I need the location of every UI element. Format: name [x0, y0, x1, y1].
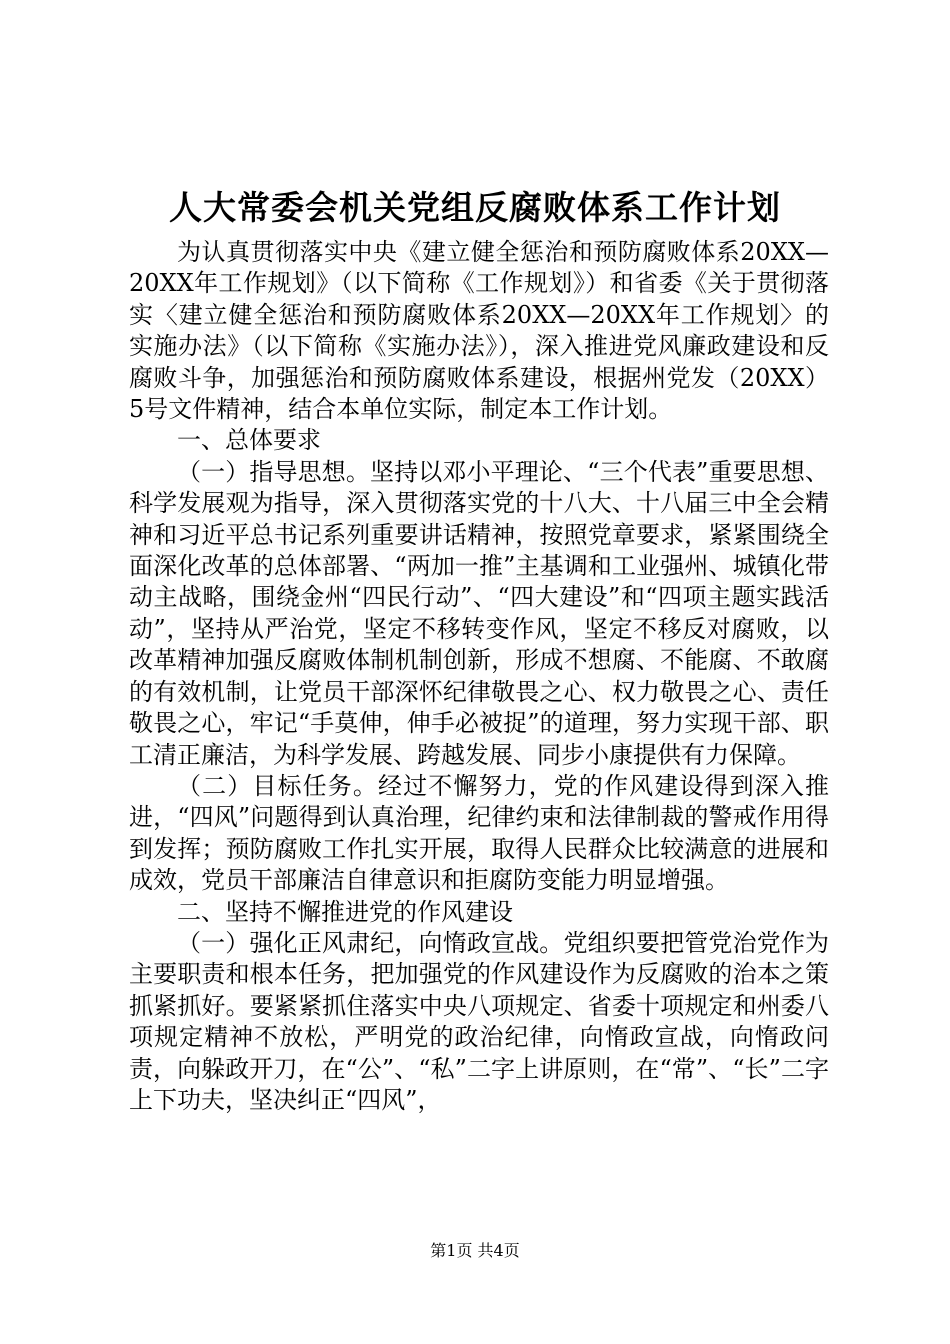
document-body — [129, 237, 829, 1116]
intro-paragraph: 为认真贯彻落实中央《建立健全惩治和预防腐败体系20XX—20XX年工作规划》（以下简称《工作规划》）和省委《关于贯彻落实〈建立健全惩治和预防腐败体系20XX—20XX年工作规划〉的实施办法》（以下简称《实施办法》），深入推进党风廉政建设和反腐败斗争，加强惩治和预防腐败体系建设，根据州党发（20XX）5号文件精神，结合本单位实际，制定本工作计划。 — [129, 238, 829, 424]
section-heading-1: 一、总体要求 — [177, 426, 321, 455]
page-number-footer: 第1页 共4页 — [430, 1241, 520, 1260]
target-task-paragraph: （二）目标任务。经过不懈努力，党的作风建设得到深入推进，“四风”问题得到认真治理，纪律约束和法律制裁的警戒作用得到发挥；预防腐败工作扎实开展，取得人民群众比较满意的进展和成效，党员干部廉洁自律意识和拒腐防变能力明显增强。 — [129, 771, 829, 895]
discipline-paragraph: （一）强化正风肃纪，向惰政宣战。党组织要把管党治党作为主要职责和根本任务，把加强党的作风建设作为反腐败的治本之策抓紧抓好。要紧紧抓住落实中央八项规定、省委十项规定和州委八项规定精神不放松，严明党的政治纪律，向惰政宣战，向惰政问责，向躲政开刀，在“公”、“私”二字上讲原则，在“常”、“长”二字上下功夫，坚决纠正“四风”， — [129, 928, 829, 1114]
section-heading-2: 二、坚持不懈推进党的作风建设 — [177, 897, 513, 926]
guiding-ideology-paragraph: （一）指导思想。坚持以邓小平理论、“三个代表”重要思想、科学发展观为指导，深入贯彻落实党的十八大、十八届三中全会精神和习近平总书记系列重要讲话精神，按照党章要求，紧紧围绕全面深化改革的总体部署、“两加一推”主基调和工业强州、城镇化带动主战略，围绕金州“四民行动”、“四大建设”和“四项主题实践活动”，坚持从严治党，坚定不移转变作风，坚定不移反对腐败，以改革精神加强反腐败体制机制创新，形成不想腐、不能腐、不敢腐的有效机制，让党员干部深怀纪律敬畏之心、权力敬畏之心、责任敬畏之心，牢记“手莫伸，伸手必被捉”的道理，努力实现干部、职工清正廉洁，为科学发展、跨越发展、同步小康提供有力保障。 — [129, 457, 829, 769]
document-title: 人大常委会机关党组反腐败体系工作计划 — [169, 188, 781, 227]
